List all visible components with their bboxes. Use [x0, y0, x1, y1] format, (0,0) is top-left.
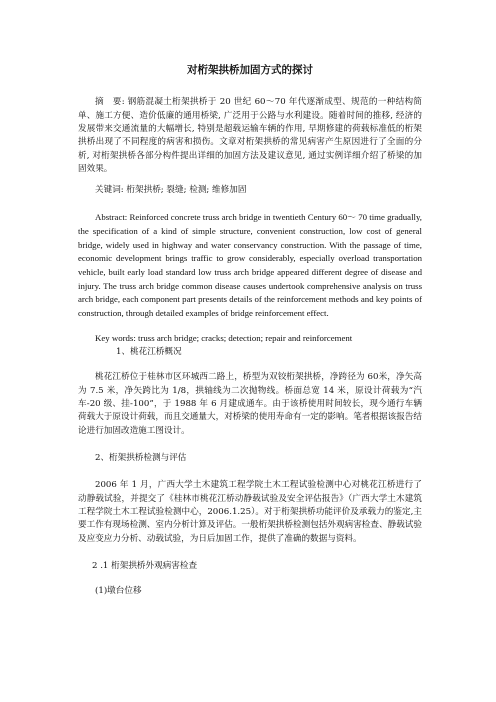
section-2-body: 2006 年 1 月，广西大学土木建筑工程学院土木工程试验检测中心对桃花江桥进行了动静载试验，并提交了《桂林市桃花江桥动静载试验及安全评估报告》（广西大学土木建筑工程学院土木工程试验检测中心，2006.1.25）。对于桁架拱桥功能评价及承载力的鉴定,主要工作有现场检测、室内分析计算及评估。一般桁架拱桥检测包括外观病害检查、静载试验及应变应力分析、动载试验，为日后加固工作，提供了准确的数据与资料。 [78, 480, 422, 544]
list-item-1: (1)墩台位移 [95, 586, 142, 597]
document-title: 对桁架拱桥加固方式的探讨 [187, 64, 313, 76]
document-content [78, 62, 422, 598]
section-2-heading: 2、桁架拱桥检测与评估 [95, 452, 187, 463]
abstract-english: Abstract: Reinforced concrete truss arch bridge in twentieth Century 60～ 70 time gradually, the specification of a kind of simple structure, convenient construction, low cost of general bridge, widely used in highway and water conservancy construction. With the passage of time, economic development brings traffic to grow considerably, especially overload transportation vehicle, built early load standard low truss arch bridge appeared different degree of disease and injury. The truss arch bridge common disease causes undertook comprehensive analysis on truss arch bridge, each component part presents details of the reinforcement methods and key points of construction, through detailed examples of bridge reinforcement effect. [78, 212, 422, 318]
abstract-chinese: 摘 要: 钢筋混凝土桁架拱桥于 20 世纪 60～70 年代逐渐成型、规范的一种结构简单、施工方便、造价低廉的通用桥梁, 广泛用于公路与水利建设。随着时间的推移, 经济的发展带来交通流量的大幅增长, 特别是超载运输车辆的作用, 早期修建的荷载标准低的桁架拱桥出现了不同程度的病害和损伤。文章对桁架拱桥的常见病害产生原因进行了全面的分析, 对桁架拱桥各部分构件提出详细的加固方法及建议意见, 通过实例详细介绍了桥梁的加固效果。 [78, 97, 422, 174]
section-1-body: 桃花江桥位于桂林市区环城西二路上，桥型为双铰桁架拱桥，净跨径为 60米，净矢高为 7.5 米，净矢跨比为 1/8，拱轴线为二次抛物线。桥面总宽 14 米，原设计荷载为“汽车-20 级、挂-100”，于 1988 年 6 月建成通车。由于该桥使用时间较长，现今通行车辆荷载大于原设计荷载，而且交通量大，对桥梁的使用寿命有一定的影响。笔者根据该报告结论进行加固改造施工图设计。 [78, 372, 422, 436]
section-1-heading: 1、桃花江桥概况 [116, 347, 182, 358]
keywords-chinese: 关键词: 桁架拱桥; 裂缝; 检测; 维修加固 [95, 185, 247, 196]
subsection-2-1-heading: 2 .1 桁架拱桥外观病害检查 [92, 560, 198, 571]
keywords-english: Key words: truss arch bridge; cracks; detection; repair and reinforcement [95, 333, 353, 344]
